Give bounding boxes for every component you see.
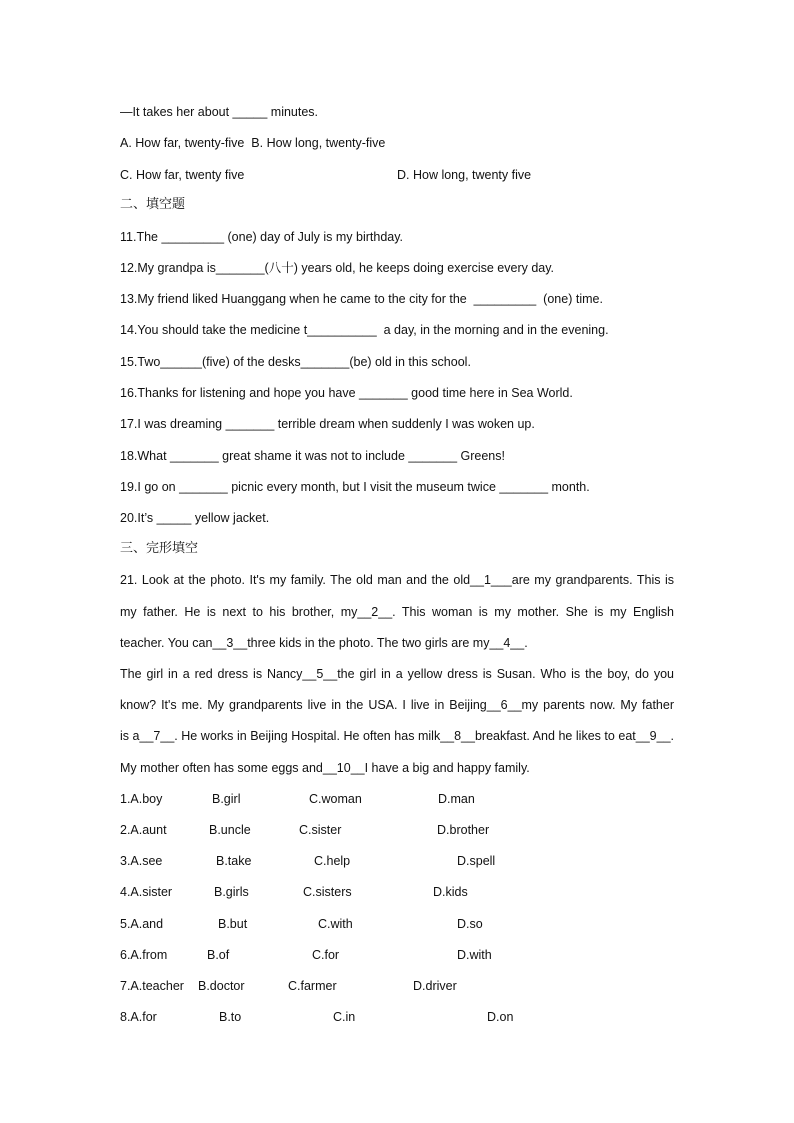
option-a: 5.A.and bbox=[120, 917, 164, 931]
option-a: 3.A.see bbox=[120, 854, 163, 868]
option-a: 1.A.boy bbox=[120, 792, 163, 806]
option-c: C.for bbox=[312, 948, 340, 962]
option-d: D.man bbox=[438, 792, 475, 806]
passage-line: The girl in a red dress is Nancy__5__the girl in a yellow dress is Susan. Who is the boy, do you bbox=[120, 667, 674, 681]
option-c: C.woman bbox=[309, 792, 362, 806]
option-a: 7.A.teacher bbox=[120, 979, 184, 993]
question-stem-line: —It takes her about _____ minutes. bbox=[120, 105, 319, 119]
question-17: 17.I was dreaming _______ terrible dream when suddenly I was woken up. bbox=[120, 417, 535, 431]
passage-line: is a__7__. He works in Beijing Hospital. He often has milk__8__breakfast. And he likes to eat__9__. bbox=[120, 729, 674, 743]
option-d: D.brother bbox=[437, 823, 490, 837]
option-b: B.of bbox=[207, 948, 230, 962]
option-c: C.in bbox=[333, 1010, 356, 1024]
option-b: B.girl bbox=[212, 792, 241, 806]
question-14: 14.You should take the medicine t__________ a day, in the morning and in the evening. bbox=[120, 323, 609, 337]
option-a: 6.A.from bbox=[120, 948, 168, 962]
option-d: D.driver bbox=[413, 979, 457, 993]
option-b: B.take bbox=[216, 854, 252, 868]
option-b: B.girls bbox=[214, 885, 249, 899]
option-d: D.kids bbox=[433, 885, 468, 899]
option-d: D.on bbox=[487, 1010, 514, 1024]
option-c: C.sisters bbox=[303, 885, 352, 899]
option-b: B.doctor bbox=[198, 979, 245, 993]
option-a: 8.A.for bbox=[120, 1010, 157, 1024]
option-a-b: A. How far, twenty-five B. How long, twenty-five bbox=[120, 136, 386, 150]
question-12: 12.My grandpa is_______(八十) years old, he keeps doing exercise every day. bbox=[120, 261, 555, 275]
option-a: 4.A.sister bbox=[120, 885, 173, 899]
question-13: 13.My friend liked Huanggang when he came to the city for the _________ (one) time. bbox=[120, 292, 603, 306]
passage-line: teacher. You can__3__three kids in the photo. The two girls are my__4__. bbox=[120, 636, 528, 650]
option-a: 2.A.aunt bbox=[120, 823, 167, 837]
question-19: 19.I go on _______ picnic every month, but I visit the museum twice _______ month. bbox=[120, 480, 590, 494]
passage-line: know? It's me. My grandparents live in the USA. I live in Beijing__6__my parents now. My father bbox=[120, 698, 674, 712]
option-c: C. How far, twenty five bbox=[120, 168, 245, 182]
option-d: D.so bbox=[457, 917, 483, 931]
option-c: C.with bbox=[318, 917, 353, 931]
passage-line: 21. Look at the photo. It's my family. The old man and the old__1___are my grandparents. This is bbox=[120, 573, 674, 587]
passage-line: my father. He is next to his brother, my__2__. This woman is my mother. She is my English bbox=[120, 605, 674, 619]
option-d: D.with bbox=[457, 948, 492, 962]
question-15: 15.Two______(five) of the desks_______(be) old in this school. bbox=[120, 355, 471, 369]
section-heading-fill-in: 二、填空题 bbox=[120, 197, 186, 212]
option-b: B.uncle bbox=[209, 823, 251, 837]
question-18: 18.What _______ great shame it was not to include _______ Greens! bbox=[120, 449, 505, 463]
section-heading-cloze: 三、完形填空 bbox=[120, 541, 199, 556]
option-d: D.spell bbox=[457, 854, 496, 868]
option-c: C.sister bbox=[299, 823, 342, 837]
passage-line: My mother often has some eggs and__10__I have a big and happy family. bbox=[120, 761, 530, 775]
option-b: B.but bbox=[218, 917, 248, 931]
option-c: C.farmer bbox=[288, 979, 337, 993]
option-d: D. How long, twenty five bbox=[397, 168, 532, 182]
question-20: 20.It’s _____ yellow jacket. bbox=[120, 511, 270, 525]
option-b: B.to bbox=[219, 1010, 242, 1024]
question-11: 11.The _________ (one) day of July is my birthday. bbox=[120, 230, 404, 244]
option-c: C.help bbox=[314, 854, 351, 868]
question-16: 16.Thanks for listening and hope you have _______ good time here in Sea World. bbox=[120, 386, 573, 400]
